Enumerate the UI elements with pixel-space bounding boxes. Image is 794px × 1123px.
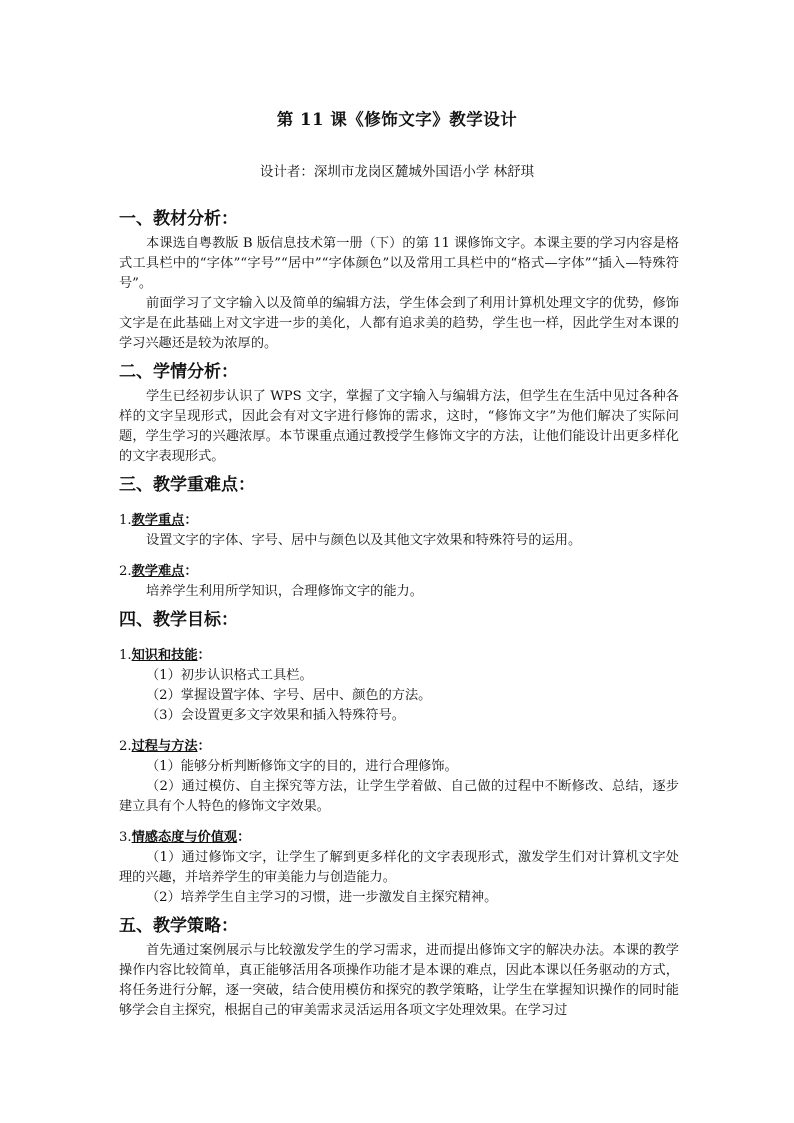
- heading-objectives: 四、教学目标：: [119, 610, 238, 630]
- document-title: 第 11 课《修饰文字》教学设计: [276, 110, 518, 129]
- heading-key-points: 三、教学重难点：: [119, 475, 255, 495]
- paragraph: 本课选自粤教版 B 版信息技术第一册（下）的第 11 课修饰文字。本课主要的学习内容是格式工具栏中的“字体”“字号”“居中”“字体颜色”以及常用工具栏中的“格式—字体”“插入—特殊符号”。: [119, 236, 679, 291]
- heading-student-analysis: 二、学情分析：: [119, 362, 238, 382]
- paragraph: 首先通过案例展示与比较激发学生的学习需求，进而提出修饰文字的解决办法。本课的教学操作内容比较简单，真正能够活用各项操作功能才是本课的难点，因此本课以任务驱动的方式，将任务进行分解，逐一突破，结合使用模仿和探究的教学策略，让学生在掌握知识操作的同时能够学会自主探究，根据自己的审美需求灵活运用各项文字处理效果。在学习过: [119, 943, 679, 1018]
- heading-strategy: 五、教学策略：: [119, 916, 238, 936]
- list-item: （1）初步认识格式工具栏。: [146, 668, 313, 683]
- paragraph: 前面学习了文字输入以及简单的编辑方法，学生体会到了利用计算机处理文字的优势，修饰文字是在此基础上对文字进一步的美化，人都有追求美的趋势，学生也一样，因此学生对本课的学习兴趣还是较为浓厚的。: [119, 296, 679, 351]
- list-item: 设置文字的字体、字号、居中与颜色以及其他文字效果和特殊符号的运用。: [146, 533, 582, 548]
- list-item: （2）掌握设置字体、字号、居中、颜色的方法。: [146, 688, 432, 703]
- list-item: 培养学生利用所学知识，合理修饰文字的能力。: [146, 584, 423, 599]
- paragraph: 学生已经初步认识了 WPS 文字，掌握了文字输入与编辑方法，但学生在生活中见过各种各样的文字呈现形式，因此会有对文字进行修饰的需求，这时，“修饰文字”为他们解决了实际问题，学生学习的兴趣浓厚。本节课重点通过教授学生修饰文字的方法，让他们能设计出更多样化的文字表现形式。: [119, 389, 679, 464]
- subheading-knowledge: 1.知识和技能：: [119, 648, 211, 663]
- list-item: （1）能够分析判断修饰文字的目的，进行合理修饰。: [146, 759, 458, 774]
- subheading-key-point: 1.教学重点：: [119, 513, 198, 528]
- heading-textbook-analysis: 一、教材分析：: [119, 209, 238, 229]
- list-item: （1）通过修饰文字，让学生了解到更多样化的文字表现形式，激发学生们对计算机文字处理的兴趣，并培养学生的审美能力与创造能力。: [119, 850, 679, 885]
- subheading-attitude: 3.情感态度与价值观：: [119, 830, 251, 845]
- list-item: （3）会设置更多文字效果和插入特殊符号。: [146, 708, 405, 723]
- document-body: [119, 204, 679, 1021]
- list-item: （2）通过模仿、自主探究等方法，让学生学着做、自己做的过程中不断修改、总结，逐步建立具有个人特色的修饰文字效果。: [119, 779, 679, 814]
- subheading-process: 2.过程与方法：: [119, 739, 211, 754]
- subheading-difficulty: 2.教学难点：: [119, 564, 198, 579]
- list-item: （2）培养学生自主学习的习惯，进一步激发自主探究精神。: [146, 890, 498, 905]
- author-line: 设计者：深圳市龙岗区麓城外国语小学 林舒琪: [259, 164, 535, 180]
